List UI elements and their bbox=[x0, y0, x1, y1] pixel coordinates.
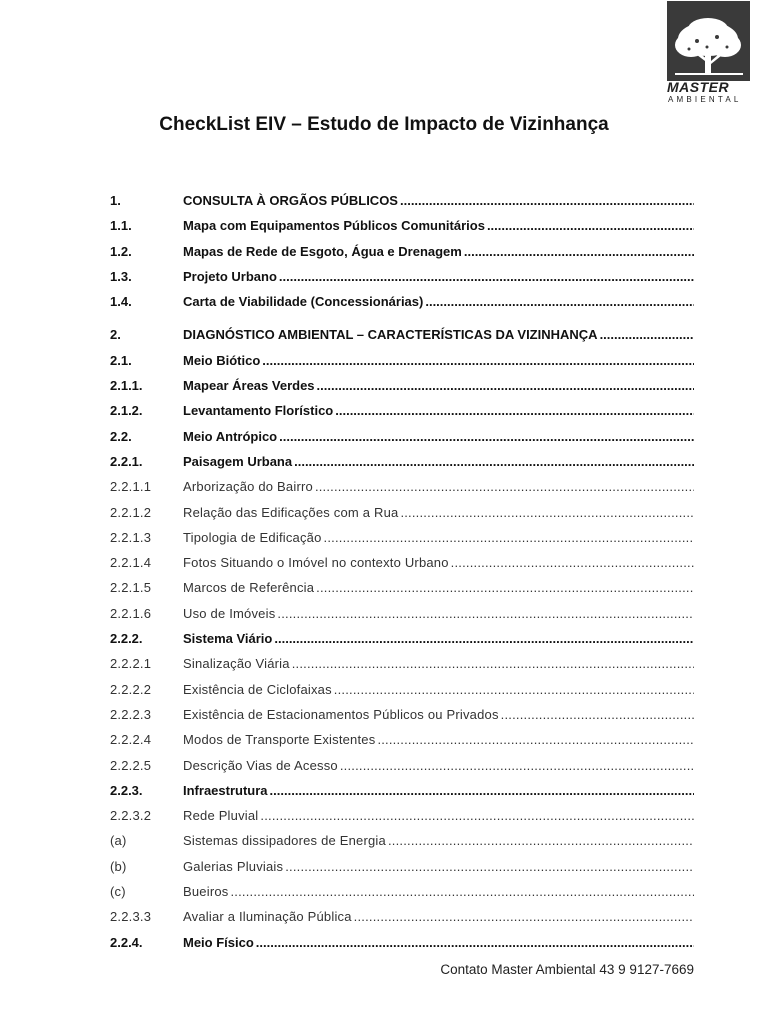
footer-contact: Contato Master Ambiental 43 9 9127-7669 bbox=[440, 962, 694, 977]
toc-number: 2.2.2.5 bbox=[110, 757, 152, 773]
toc-row bbox=[110, 474, 694, 499]
toc-number: 2.1. bbox=[110, 352, 132, 368]
toc-row bbox=[110, 188, 694, 213]
toc-row bbox=[110, 449, 694, 474]
master-ambiental-logo bbox=[667, 1, 750, 104]
toc-leader-dots bbox=[388, 828, 694, 853]
toc-text: Meio Físico bbox=[183, 934, 254, 950]
toc-text: Mapear Áreas Verdes bbox=[183, 378, 315, 394]
toc-number: 1. bbox=[110, 193, 121, 208]
toc-leader-dots bbox=[256, 930, 694, 955]
toc-row bbox=[110, 550, 694, 575]
toc-leader-dots bbox=[262, 348, 694, 373]
toc-leader-dots bbox=[285, 854, 694, 879]
toc-number: (b) bbox=[110, 858, 127, 874]
toc-row bbox=[110, 702, 694, 727]
toc-row bbox=[110, 803, 694, 828]
toc-row bbox=[110, 828, 694, 853]
toc-row bbox=[110, 264, 694, 289]
toc-leader-dots bbox=[277, 601, 694, 626]
toc-leader-dots bbox=[340, 753, 694, 778]
toc-number: 2.2.3.2 bbox=[110, 808, 152, 824]
toc-number: 2.2.1.3 bbox=[110, 529, 152, 545]
toc-row bbox=[110, 601, 694, 626]
toc-row bbox=[110, 879, 694, 904]
toc-text: Sistema Viário bbox=[183, 631, 273, 647]
toc-text: Descrição Vias de Acesso bbox=[183, 757, 338, 773]
toc-number: 2.2.1.6 bbox=[110, 605, 152, 621]
toc-leader-dots bbox=[377, 727, 694, 752]
toc-number: 2.2.4. bbox=[110, 934, 143, 950]
toc-leader-dots bbox=[487, 213, 694, 238]
toc-number: 2.2.1.2 bbox=[110, 504, 152, 520]
toc-number: 2.2.3.3 bbox=[110, 909, 152, 925]
tree-logo-icon bbox=[667, 1, 750, 81]
toc-leader-dots bbox=[451, 550, 694, 575]
toc-number: 2.2.1. bbox=[110, 453, 143, 469]
toc-text: Mapa com Equipamentos Públicos Comunitários bbox=[183, 218, 485, 234]
toc-text: Fotos Situando o Imóvel no contexto Urbano bbox=[183, 555, 449, 571]
toc-text: Sinalização Viária bbox=[183, 656, 290, 672]
toc-number: 2.2.1.4 bbox=[110, 555, 152, 571]
toc-number: 1.2. bbox=[110, 243, 132, 259]
toc-row bbox=[110, 727, 694, 752]
toc-row bbox=[110, 651, 694, 676]
toc-leader-dots bbox=[425, 289, 694, 314]
toc-row bbox=[110, 373, 694, 398]
toc-number: 2.2.3. bbox=[110, 782, 143, 798]
toc-number: 2.2.2.2 bbox=[110, 681, 152, 697]
toc-text: CONSULTA À ORGÃOS PÚBLICOS bbox=[183, 193, 398, 208]
logo-name: MASTER bbox=[667, 79, 730, 95]
toc-text: Uso de Imóveis bbox=[183, 605, 276, 621]
toc-leader-dots bbox=[335, 398, 694, 423]
toc-text: Meio Biótico bbox=[183, 352, 261, 368]
toc-number: 2.2.1.5 bbox=[110, 580, 152, 596]
toc-text: Existência de Ciclofaixas bbox=[183, 681, 332, 697]
toc-row bbox=[110, 677, 694, 702]
toc-row bbox=[110, 213, 694, 238]
toc-number: (a) bbox=[110, 833, 127, 849]
toc-text: Rede Pluvial bbox=[183, 808, 259, 824]
toc-text: Mapas de Rede de Esgoto, Água e Drenagem bbox=[183, 243, 462, 259]
toc-row bbox=[110, 854, 694, 879]
toc-number: 1.1. bbox=[110, 218, 132, 234]
toc-number: 2.2.1.1 bbox=[110, 479, 152, 495]
toc-text: Marcos de Referência bbox=[183, 580, 315, 596]
toc-text: Carta de Viabilidade (Concessionárias) bbox=[183, 294, 424, 310]
table-of-contents bbox=[110, 188, 694, 955]
toc-text: Avaliar a Iluminação Pública bbox=[183, 909, 352, 925]
toc-row bbox=[110, 500, 694, 525]
toc-text: Infraestrutura bbox=[183, 782, 268, 798]
toc-text: Existência de Estacionamentos Públicos ou Privados bbox=[183, 706, 499, 722]
toc-number: 2.2.2.4 bbox=[110, 732, 152, 748]
toc-number: 2.2. bbox=[110, 428, 132, 444]
toc-leader-dots bbox=[315, 474, 694, 499]
toc-number: 2.1.1. bbox=[110, 378, 143, 394]
logo-subtitle: AMBIENTAL bbox=[668, 95, 742, 104]
toc-text: Paisagem Urbana bbox=[183, 453, 293, 469]
toc-leader-dots bbox=[324, 525, 694, 550]
toc-text: Levantamento Florístico bbox=[183, 403, 334, 419]
toc-text: DIAGNÓSTICO AMBIENTAL – CARACTERÍSTICAS DA VIZINHANÇA bbox=[183, 327, 598, 343]
toc-leader-dots bbox=[294, 449, 694, 474]
toc-row bbox=[110, 904, 694, 929]
toc-text: Relação das Edificações com a Rua bbox=[183, 504, 399, 520]
toc-number: (c) bbox=[110, 884, 126, 900]
toc-number: 2.2.2.3 bbox=[110, 706, 152, 722]
toc-number: 2.1.2. bbox=[110, 403, 143, 419]
toc-row bbox=[110, 398, 694, 423]
toc-leader-dots bbox=[317, 373, 694, 398]
toc-leader-dots bbox=[279, 264, 694, 289]
toc-leader-dots bbox=[464, 239, 694, 264]
toc-row bbox=[110, 424, 694, 449]
toc-leader-dots bbox=[230, 879, 694, 904]
toc-leader-dots bbox=[316, 575, 694, 600]
toc-row bbox=[110, 575, 694, 600]
toc-leader-dots bbox=[270, 778, 694, 803]
toc-leader-dots bbox=[501, 702, 694, 727]
toc-text: Bueiros bbox=[183, 884, 229, 900]
toc-row bbox=[110, 626, 694, 651]
toc-row bbox=[110, 753, 694, 778]
toc-leader-dots bbox=[292, 651, 694, 676]
toc-text: Arborização do Bairro bbox=[183, 479, 313, 495]
toc-leader-dots bbox=[274, 626, 694, 651]
toc-text: Tipologia de Edificação bbox=[183, 529, 322, 545]
toc-row bbox=[110, 239, 694, 264]
toc-text: Sistemas dissipadores de Energia bbox=[183, 833, 386, 849]
toc-number: 1.3. bbox=[110, 268, 132, 284]
toc-leader-dots bbox=[354, 904, 694, 929]
document-title: CheckList EIV – Estudo de Impacto de Vizinhança bbox=[159, 114, 609, 135]
toc-leader-dots bbox=[600, 322, 694, 347]
toc-leader-dots bbox=[260, 803, 694, 828]
toc-text: Modos de Transporte Existentes bbox=[183, 732, 376, 748]
toc-row bbox=[110, 289, 694, 314]
toc-leader-dots bbox=[400, 500, 694, 525]
toc-leader-dots bbox=[400, 188, 694, 213]
toc-text: Meio Antrópico bbox=[183, 428, 278, 444]
toc-number: 1.4. bbox=[110, 294, 132, 310]
toc-text: Galerias Pluviais bbox=[183, 858, 284, 874]
toc-row bbox=[110, 525, 694, 550]
toc-leader-dots bbox=[334, 677, 694, 702]
toc-leader-dots bbox=[279, 424, 694, 449]
toc-row bbox=[110, 322, 694, 347]
toc-number: 2. bbox=[110, 327, 121, 343]
toc-row bbox=[110, 778, 694, 803]
toc-number: 2.2.2. bbox=[110, 631, 143, 647]
toc-row bbox=[110, 930, 694, 955]
toc-text: Projeto Urbano bbox=[183, 268, 277, 284]
toc-row bbox=[110, 348, 694, 373]
toc-number: 2.2.2.1 bbox=[110, 656, 152, 672]
